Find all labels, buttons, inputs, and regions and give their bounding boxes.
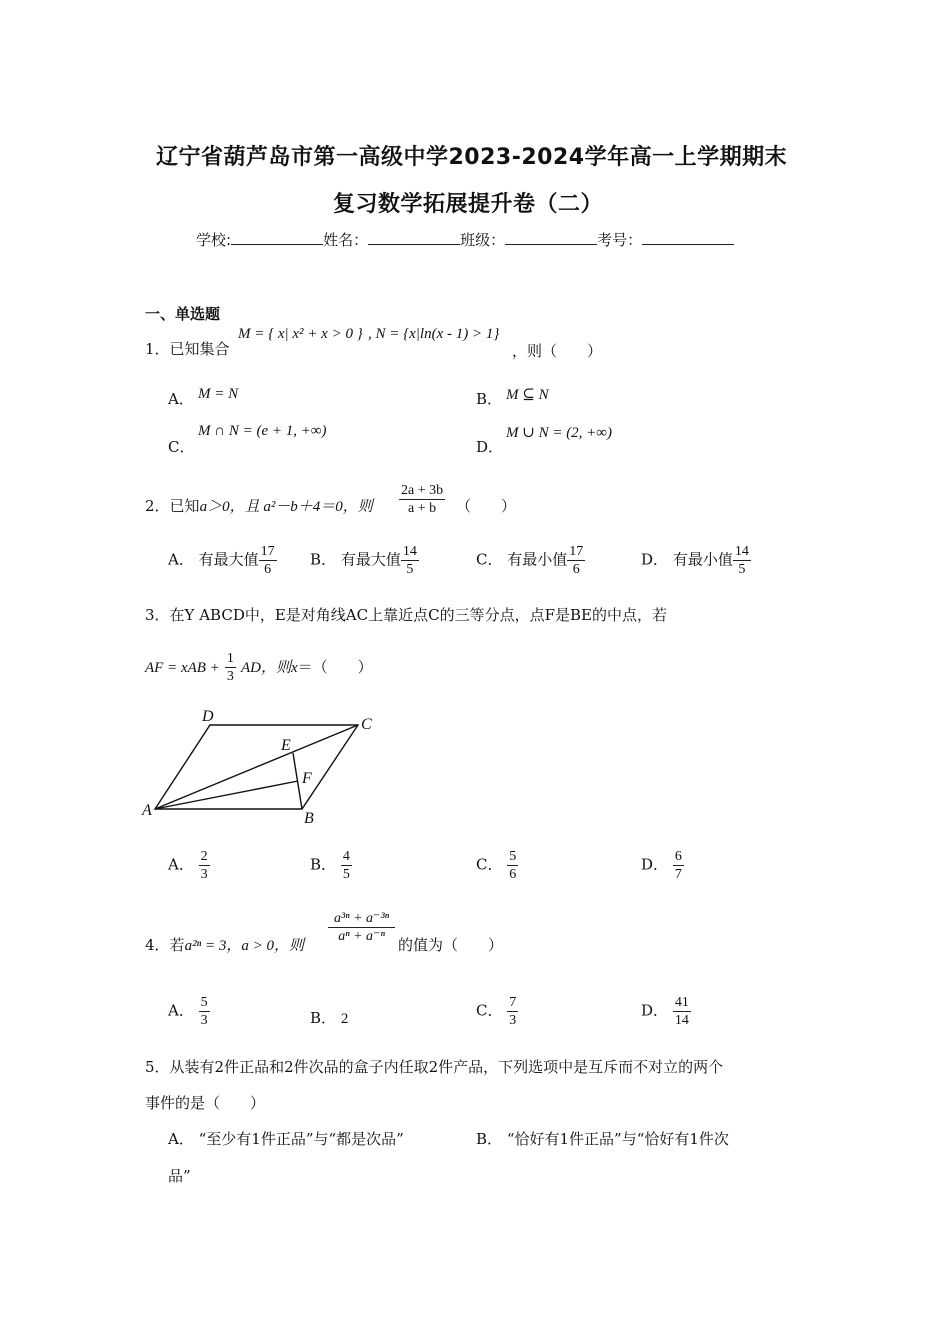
q4-number: 4． bbox=[145, 936, 170, 954]
option-label: A． bbox=[168, 1130, 194, 1148]
q4-stem-post: 的值为（ ） bbox=[398, 936, 504, 954]
frac-num: 14 bbox=[734, 544, 749, 559]
q5-stem-line1: 从装有2件正品和2件次品的盒子内任取2件产品，下列选项中是互斥而不对立的两个 bbox=[169, 1058, 724, 1076]
option-label: B． bbox=[310, 855, 337, 874]
frac-den: 6 bbox=[264, 562, 272, 577]
title-line-2: 复习数学拓展提升卷（二） bbox=[333, 192, 604, 217]
option-label: C． bbox=[476, 855, 503, 874]
q2-option-a[interactable] bbox=[168, 543, 277, 578]
q2-frac-num: 2a + 3b bbox=[401, 483, 444, 498]
q5-option-b[interactable] bbox=[476, 1128, 729, 1149]
option-label: D． bbox=[641, 550, 669, 569]
q4-stem-pre: 若 bbox=[169, 936, 185, 954]
option-label: A． bbox=[168, 550, 194, 569]
q1-option-a-text: M = N bbox=[198, 386, 239, 402]
frac-den: 6 bbox=[509, 867, 517, 882]
frac-den: 3 bbox=[200, 1013, 208, 1028]
frac-num: 41 bbox=[674, 995, 689, 1010]
q3-option-b[interactable] bbox=[310, 848, 352, 883]
figure-label-e: E bbox=[281, 737, 291, 754]
option-text: 2 bbox=[340, 1011, 349, 1027]
q3-eq-post: AD，则 bbox=[241, 660, 291, 676]
q4-option-b[interactable] bbox=[310, 1007, 348, 1028]
frac-num: 7 bbox=[509, 995, 517, 1010]
section-heading: 一、单选题 bbox=[145, 305, 221, 323]
frac-den: 5 bbox=[738, 562, 746, 577]
frac-num: 17 bbox=[569, 544, 584, 559]
frac-den: 5 bbox=[342, 867, 350, 882]
frac-den: 5 bbox=[406, 562, 414, 577]
option-text: “恰好有1件正品”与“恰好有1件次 bbox=[506, 1130, 729, 1148]
q3-option-d[interactable] bbox=[641, 848, 684, 883]
q1-option-d-text: M ∪ N = (2, +∞) bbox=[506, 425, 612, 441]
option-label: D． bbox=[641, 855, 669, 874]
q1-option-b-text: M ⊆ N bbox=[506, 387, 549, 403]
q2-option-b[interactable] bbox=[310, 543, 419, 578]
q3-stem: 在Y ABCD中，E是对角线AC上靠近点C的三等分点，点F是BE的中点，若 bbox=[169, 606, 667, 624]
class-label: 班级： bbox=[460, 231, 506, 249]
q1-stem-pre: 已知集合 bbox=[169, 340, 230, 358]
option-label: A． bbox=[168, 390, 194, 408]
frac-num: 6 bbox=[674, 849, 682, 864]
student-info-line bbox=[196, 229, 734, 250]
frac-den: 3 bbox=[200, 867, 208, 882]
question-3-stem bbox=[145, 604, 667, 625]
frac-den: 14 bbox=[674, 1013, 689, 1028]
q3-eq-pre: AF = xAB + bbox=[145, 660, 220, 676]
q4-option-d[interactable] bbox=[641, 994, 691, 1029]
class-blank[interactable] bbox=[505, 232, 597, 245]
frac-den: 6 bbox=[572, 562, 580, 577]
q5-option-a[interactable] bbox=[168, 1128, 404, 1149]
question-4-stem bbox=[145, 934, 304, 955]
figure-label-f: F bbox=[302, 770, 312, 787]
q1-option-a[interactable] bbox=[168, 388, 194, 409]
title-line-1: 辽宁省葫芦岛市第一高级中学2023-2024学年高一上学期期末 bbox=[156, 145, 788, 170]
q1-set-n: , N = {x|ln(x - 1) > 1} bbox=[368, 326, 500, 342]
frac-num: 14 bbox=[402, 544, 417, 559]
option-label: A． bbox=[168, 855, 194, 874]
option-label: B． bbox=[310, 550, 337, 569]
question-2-stem bbox=[145, 495, 373, 516]
q2-stem-pre: 已知 bbox=[169, 497, 200, 515]
question-1-stem bbox=[145, 338, 230, 359]
q5-option-b-line-2: 品” bbox=[168, 1167, 191, 1185]
option-label: C． bbox=[168, 438, 195, 456]
figure-label-a: A bbox=[142, 802, 152, 819]
q4-option-c[interactable] bbox=[476, 994, 518, 1029]
option-text: “至少有1件正品”与“都是次品” bbox=[198, 1130, 404, 1148]
option-label: B． bbox=[476, 1130, 503, 1148]
option-label: A． bbox=[168, 1001, 194, 1020]
q3-eq-end: ＝（ ） bbox=[297, 658, 373, 676]
frac-den: 3 bbox=[509, 1013, 517, 1028]
q4-option-a[interactable] bbox=[168, 994, 210, 1029]
segment-af bbox=[155, 781, 298, 809]
q4-frac-num: a³ⁿ + a⁻³ⁿ bbox=[328, 910, 395, 928]
option-label: C． bbox=[476, 550, 503, 569]
q4-cond2: ，a > 0，则 bbox=[226, 938, 305, 954]
q2-option-c[interactable] bbox=[476, 543, 585, 578]
school-blank[interactable] bbox=[231, 232, 323, 245]
name-label: 姓名： bbox=[323, 231, 369, 249]
q3-eq-frac-num: 1 bbox=[226, 651, 234, 666]
parallelogram-figure bbox=[140, 705, 380, 830]
q1-set-m: M = { x| x² + x > 0 } bbox=[238, 326, 363, 342]
q2-condition: a＞0，且 a²－b＋4＝0，则 bbox=[199, 499, 373, 515]
number-label: 考号： bbox=[597, 231, 643, 249]
frac-num: 5 bbox=[200, 995, 208, 1010]
q4-fraction bbox=[328, 910, 395, 945]
q2-stem-post: （ ） bbox=[456, 497, 517, 515]
question-5-stem-line-1 bbox=[145, 1056, 723, 1077]
option-label: B． bbox=[310, 1009, 337, 1027]
q3-eq-var: x bbox=[291, 660, 298, 676]
q4-cond1: a²ⁿ = 3 bbox=[184, 938, 227, 954]
frac-num: 2 bbox=[200, 849, 208, 864]
option-label: D． bbox=[476, 438, 504, 456]
frac-num: 5 bbox=[509, 849, 517, 864]
figure-label-b: B bbox=[304, 810, 314, 827]
q3-option-c[interactable] bbox=[476, 848, 518, 883]
option-text: 有最小值 bbox=[672, 550, 733, 569]
q1-option-b[interactable] bbox=[476, 388, 502, 409]
q1-option-c-text: M ∩ N = (e + 1, +∞) bbox=[198, 423, 327, 439]
option-label: C． bbox=[476, 1001, 503, 1020]
number-blank[interactable] bbox=[642, 232, 734, 245]
option-text: 有最大值 bbox=[340, 550, 401, 569]
frac-num: 17 bbox=[260, 544, 275, 559]
q1-option-c[interactable] bbox=[168, 436, 194, 457]
q2-frac-den: a + b bbox=[408, 501, 437, 516]
q2-fraction bbox=[399, 482, 445, 517]
option-text: 有最大值 bbox=[198, 550, 259, 569]
name-blank[interactable] bbox=[368, 232, 460, 245]
q1-stem-post: ，则（ ） bbox=[512, 342, 603, 360]
figure-label-d: D bbox=[202, 708, 214, 725]
q3-number: 3． bbox=[145, 606, 170, 624]
q3-option-a[interactable] bbox=[168, 848, 210, 883]
frac-den: 7 bbox=[674, 867, 682, 882]
q3-eq-frac-den: 3 bbox=[226, 669, 234, 684]
option-text: 有最小值 bbox=[507, 550, 568, 569]
diagonal-ac bbox=[155, 725, 358, 809]
school-label: 学校: bbox=[196, 231, 232, 249]
q1-option-d[interactable] bbox=[476, 436, 503, 457]
q1-number: 1． bbox=[145, 340, 170, 358]
q4-frac-den: aⁿ + a⁻ⁿ bbox=[338, 929, 385, 944]
option-label: D． bbox=[641, 1001, 669, 1020]
option-label: B． bbox=[476, 390, 503, 408]
frac-num: 4 bbox=[342, 849, 350, 864]
q5-stem-line-2: 事件的是（ ） bbox=[145, 1094, 266, 1112]
q5-number: 5． bbox=[145, 1058, 170, 1076]
q2-number: 2． bbox=[145, 497, 170, 515]
q2-option-d[interactable] bbox=[641, 543, 751, 578]
figure-label-c: C bbox=[361, 716, 372, 733]
q3-equation bbox=[145, 650, 373, 685]
